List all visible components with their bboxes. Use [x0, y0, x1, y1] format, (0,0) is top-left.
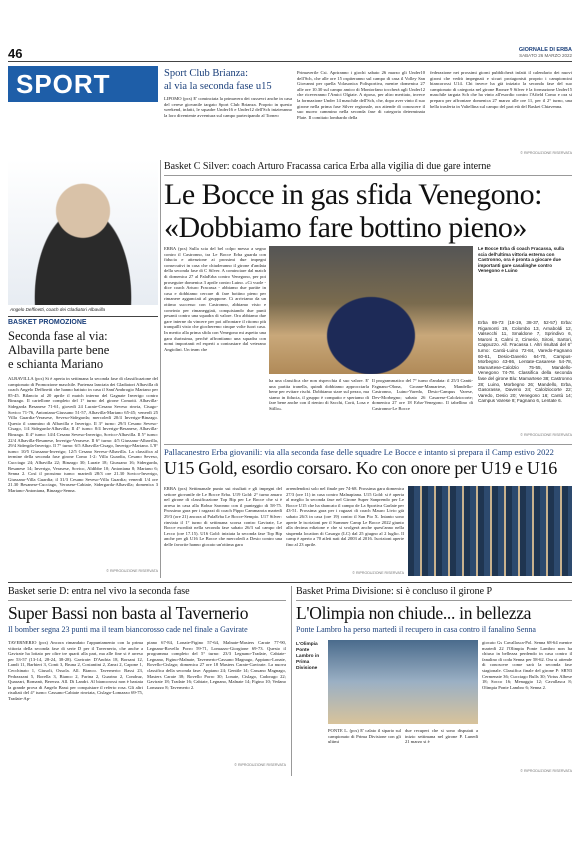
brianza-col-2: Primaverile Csi. Apriranno i giochi sabato 26 marzo gli Under10 dell'Sch, che alle ore 15 ospiteranno sul campo di casa il Volley San Giovanni per quella Volasonica Polisportiva, mentre domenica 27 alle ore 10.30 sul campo amico di Montorfano toccherà agli Under12 che riceveranno l'Amici Olgiate. A riposo, per altro meritato, invece la formazione Under 14 maschile dell'Sch, che, dopo aver vinto il suo girone nella prima fase Silver regionale, ora attende di conoscere il suo nuovo cammino nella seconda fase di categoria determinata Plate. Il comitato lombardo della: [297, 70, 425, 120]
feature-col-2: ha una classifica che non rispecchia il suo valore. E' una partita tranella, quindi dobbiamo approcciarla bene per evitare rischi. Dobbiamo stare sul pezzo, ma siamo in fiducia, il gruppo è compatto e speriamo di fare bene anche con il rientro di Sacchi, Corti, Losa e Stillo».: [269, 378, 369, 411]
feature-col-1: ERBA (pcs) Sulla scia del bel colpo messo a segno contro il Castronno, tra Le Bocce Erba guarda con fiducia e attenzione ai prossimi due impegni consecutivi in casa che chiuderanno il girone d'andata della seconda fase di C Silver. A cominciare dal match di domenica 27 al PalaErba contro Venegono, per poi proseguire domenica 3 aprile contro Luino. «Ci vuole - dice coach Arturo Fracassa - abbiamo due partite in casa e dobbiamo cercare di fare bottino pieno per rimanere agganciati al gruppone. Ci arriviamo da un ottimo successo con Castronno, abbiamo visto e convinto per rimaneggiati, conquistando due punti pesanti contro una squadra di valore. Ora abbiamo due gare interne da vincere per poi affrontare il ritorno più tranquilli visto che giocheremo cinque volte fuori casa. In merito alla prima sfida con Venegono mi aspetto una gara durissima, perché affrontiamo una squadra con nomi importanti ed esperti a contrastare dal veterano Angiolini. Un team che: [164, 246, 266, 352]
feature-results: Erba 69-73 (18-19, 38-37, 52-57) Erba: Rigamonti 19, Colombo 13, Arnaboldi 12, Valsecchi 11, Smaldone 7, Sprindivo 6, Maroni 3, Calmi 2, Cimerio, Sironi, Sartori, Cappuzzo. All. Fracassa I. Altri risultati del 6° turno: Cantù-Luino 72-84, Varedo-Fagnano 60-61, Desio-Daverio 64-70, Campus-Morbegno 43-86, Lentate-Casarese 54-78, Mamartese-Calolzio 75-55, Mandello-Venegono 74-78. Classifica della seconda fase del girone Blu: Mamartese 38; Castronno 28; Luino, Morbegno 26; Mandello, Erba, Gasorasse, Daverio 24; Calolziocorte 22; Varedo, Desio 20; Venegono 16; Cantù 14; Campus Varese 8; Fagnano 6, Lentate 6.: [478, 320, 572, 404]
brianza-credit: © RIPRODUZIONE RISERVATA: [520, 151, 572, 155]
u15-kicker: Pallacanestro Erba giovanili: via alla seconda fase delle squadre Le Bocce e intanto si prepara il Camp estivo 2022: [164, 447, 554, 457]
team-photo: [269, 246, 473, 374]
u15-credit: © RIPRODUZIONE RISERVATA: [352, 571, 404, 575]
tavernerio-subhead: Il bomber segna 23 punti ma il team biancorosso cade nel finale a Gavirate: [8, 625, 248, 634]
promo-headline-line2: Albavilla parte bene: [8, 343, 110, 357]
u15-col-2: arrendendosi solo nel finale per 74-68. Prossima gara domenica 27/3 (ore 11) in casa contro Malnapiana. U15 Gold: si è aperta al meglio la seconda fase nel Girone Super Sanprendo per Le Bocce U15 che ha sbancato il campo de La Sportiva Garlate per 43-51. Prossima gara per i ragazzi di coach Mauro Livio già sabato 26/3 in casa (ore 19) contro il San Pio X. Intanto sono aperte le iscrizioni per il Summer Camp Le Bocce 2022 giunto alla decima edizione e che si svolgerà anche quest'anno nella stupenda location di Casargo (LC) dal 25 giugno al 2 luglio. Il camp è aperto a 70 atleti nati dal 2003 al 2016. Iscrizioni aperte fino al 23 aprile.: [286, 486, 404, 547]
tavernerio-credit: © RIPRODUZIONE RISERVATA: [234, 763, 286, 767]
feature-kicker: Basket C Silver: coach Arturo Fracassa carica Erba alla vigilia di due gare interne: [164, 161, 491, 172]
olimpia-kicker: Basket Prima Divisione: si è concluso il girone P: [296, 586, 493, 597]
promo-headline: [8, 329, 158, 371]
olimpia-photo: [328, 640, 478, 724]
olimpia-col-2: due recuperi che si sono disputati a inizio settimana nel girone P. Lunedì 21 marzo si è: [405, 728, 478, 745]
coach-photo-caption: Angelo Deffinetti, coach dei Gladiatori Albavilla: [10, 307, 106, 312]
u15-col-1: ERBA (pcs) Settimanale punto sui risultati e gli impegni del settore giovanile de Le Bocce Erba. U19 Gold: 2° turno amaro nel girone di classificazione Top Bip per Le Bocce che si è arresa in casa alla Robur Saronno con il punteggio di 58-75. Prossimo gara per i ragazzi di coach Pippo Cammarota martedì 29/3 (ore 21) ancora al PalaErba Le Bocce-Sempio. U17 Silver: rinviata il 1° turno di settimana scorsa contro Gavirate, Le Bocce esordirà nella seconda fase sabato 26/3 sul campo del Lecco (ore 17.15). U16 Gold: iniziata la seconda fase Top Bip anche per gli U16 Le Bocce che mercoledì a Desio contro una delle favorite hanno giocato un'ottima gara: [164, 486, 282, 547]
newspaper-name: GIORNALE DI ERBA: [518, 47, 572, 53]
brianza-col-1: LIPOMO (pcs) E' cominciata la primavera dei cussevri anche in casa del cerese giovanile targato Sport Club Brianza. Proprio in questo weekend, infatti, le squadre Under16 e Under12 dell'Sch inizieranno la loro diventente avventura sul campo partecipando al Torneo: [164, 96, 292, 118]
promo-body: ALBAVILLA (pcs) Si è aperta in settimana la seconda fase di classificazione del campionato di Promozione maschile. Partenza lanciata dei Gladiatori Albavilla di coach Angelo Deffinetti che hanno battuto in casa il Sant'Ambrogio Mariano per 85-45. Bilancio al 20 aprile il match interno del Gagnate Inverigo contro Binzago. Il cartellone completo del 1° turno del girone Comotti. Albavilla-Sidegarda Besanese 71-61, giovedì 24 Lurate-Cesano Seveso rinvia, Cisago-Sovico 71-76, Antoniana-Giussano 51-57, Albavilla-Mariano 65-45; venerdì 25 Villa Guardia-Verasese, Seveso-Sidegarda; mercoledì 20/4 Inverigo-Binzago. Questo il cammino di Albavilla e Inverigo. Il 3° turno: 29/3 Cesano Seveso-Cisago, 1/4 Sidegarda-Albavilla; Il 4° turno: 8/4 Inverigo-Besanese, Albavilla-Binzago. Il 4° turno: 14/4 Cesano Seveso-Inverigo, Sovico-Albavilla. Il 5° turno: 22/4 Albavilla-Besanese, Inverigo-Verasese. Il 6° turno: 4/5 Giussano-Albavilla, 29/4 Sidergda-Inverigo. Il 7° turno: 6/5 Albavilla-Cisago, Inverigo-Mariano. L'8° turno: 10/5 Giussano-Inverigo; 12/5 Cesano Seveso-Albavilla. La classifica al termine della seconda fase girone Como 1-2: Villa Guardia, Cesano Seveso, Cucciago 24; Albavilla 22; Binzago 30; Lurate 18; Giussano 16; Sidergarda, Besanese 14; Inverigo, Verasese, Sovico, Aldibbe 10; Antoniana 8; Mariano 6; Senna 2. Così il prossimo turno: martedì 28/3 ore 21.30 Sovico-Inverigo, Giussano-Villa Guardia; il 31/3 Cesano Seveso-Villa Guardia; venerdì 1/4 ore 21.30 Besanese-Cucciago, Verasese-Cabiate, Sidergarda-Albavilla; domenica 3 Mariano-Antoniana, Binzago-Senna.: [8, 376, 158, 493]
olimpia-subhead: Ponte Lambro ha perso martedì il recupero in casa contro il fanalino Senna: [296, 625, 536, 634]
issue-date: SABATO 26 MARZO 2022: [519, 53, 572, 58]
promo-headline-line3: e schianta Mariano: [8, 357, 104, 371]
section-banner: SPORT: [8, 66, 158, 102]
brianza-col-3: federazione nei prossimi giorni pubblicherà infatti il calendario dei nuovi gironi che vedrà impegnati e sicuri protagonisti proprio i campioncini biancorossi U14. Chi invece ha già iniziato la seconda fase del suo campionato di categoria nel girone Bronze 9 Silver è la formazione Under15 maschile targata Sch che ha vinto all'esordio contro l'Afield Como e ora si prepara per affrontare domenica 27 marzo alle ore 11, per il 2° turno, una bella trasferta in Valtellina sul campo del pari età del Basket Chiavenna.: [430, 70, 572, 109]
brianza-title-line1: Sport Club Brianza:: [164, 68, 248, 79]
feature-credit: © RIPRODUZIONE RISERVATA: [520, 433, 572, 437]
olimpia-credit: © RIPRODUZIONE RISERVATA: [520, 769, 572, 773]
tavernerio-headline: Super Bassi non basta al Tavernerio: [8, 603, 249, 623]
tavernerio-kicker: Basket serie D: entra nel vivo la seconda fase: [8, 586, 190, 597]
brianza-headline: [164, 68, 294, 93]
tavernerio-col-1: TAVERNERIO (pcs) Ancora rimandato l'appuntamento con la prima vittoria della seconda fase di serie D per il Tavernerio, che anche a Gavirate ha lottato per oltre tre quarti alla pari, ma alle fine si è arreso per 53-57 (13-14, 28-24, 38-28). Gavirate: D'Andria 18, Borsani 12, Landi 11, Barbieri 3, Conti 3, Bruna 2, Costantini 2, Zanzi 2, Capone 1, Cecchinato 1, Giusoli, Ossola. All. Bianco. Tavernerio: Bassi 23, Pedrazzani 5, Borella 3, Bianco 2, Farina 2, Guarino 2, Condruz, Quarzari, Romanò, Bererza. All. Di Landri. Al biancorossi non è bastata la grande prova di Angelo Bassi per conquistare il referto rosa. Gli altri risultati del 4° turno: Cassano-Cabiate rinviata, Cislago-Lomazzo 69-75, Tradate-Ap-: [8, 640, 143, 701]
tavernerio-col-2: piano 67-84, Lonate-Figino 57-64, Malnate-Masters Carate 77-90, Legnano-Rovello Porro 59-71, Lomazzo-Giorgione 69-73. Questo il programma completo del 5° turno: 23/3 Legnano-Tradate, Cabiate-Legnano, Figino-Malnate, Tavernerio-Cassano Magnago, Appiano-Lonate, Rovello-Cislago; domenica 27 ore 18 Masters Carate-Gavirate. La nuova classifica della seconda fase: Appiano 24; Gentile 14; Cassano Magnago, Masters Carate 38; Rovello Porro 30; Lonate, Cislago, Cadorago 22; Gavirate 18; Tradate 16; Cabiate, Legnano, Malnate 14; Figino 10; Vedano Lomazzo 8; Tavernerio 2.: [147, 640, 286, 690]
camp-photo: [408, 486, 572, 576]
olimpia-photo-caption: L'Olimpia Ponte Lambro in Prima Divisione: [296, 642, 320, 671]
promo-credit: © RIPRODUZIONE RISERVATA: [106, 569, 158, 573]
team-photo-caption: Le Bocce Erba di coach Fracassa, sulla scia dell'ultima vittoria esterna con Castronno, ora è pronta a giocare due importanti gare casalinghe contro Venegono e Luino: [478, 246, 565, 274]
brianza-title-line2: al via la seconda fase u15: [164, 80, 272, 92]
promo-headline-line1: Seconda fase al via:: [8, 329, 108, 343]
feature-headline: [164, 178, 572, 244]
coach-photo: [8, 160, 158, 305]
masthead: [519, 47, 572, 58]
page-number: 46: [8, 46, 23, 61]
olimpia-col-1: PONTE L. (pcs) E' calato il sipario sul campionato di Prima Divisione con gli ultimi: [328, 728, 401, 745]
feature-headline-line1: Le Bocce in gas sfida Venegono:: [164, 178, 543, 211]
u15-headline: U15 Gold, esordio corsaro. Ko con onore per U19 e U16: [164, 458, 558, 478]
feature-col-3: Il programmatico del 7° turno d'andata: il 25/3 Cantù-Fagnano-Olona, Groane-Mamartese, Mandello-Castronno, Luino-Varedo, Desio-Campus Varese, Dev-Morbegno; sabato 26 Casarese-Calolziocorte; domenica 27 ore 18 Erba-Venegono. Il tabellino di Castronno-Le Bocce: [372, 378, 473, 411]
promo-tag: BASKET PROMOZIONE: [8, 319, 87, 326]
feature-headline-line2: «Dobbiamo fare bottino pieno»: [164, 211, 527, 244]
olimpia-col-3: giocato Gs Cavallasca-Pol. Senna 68-64 mentre martedì 22 l'Olimpia Ponte Lambro non ha chiuso in bellezza perdendo in casa contro il fanalino di coda Senna per 58-62. Ora si attende di conoscere come sarà la seconda fase stagionale. Classifica finale del girone P: SR'83 Cermenate 36; Cucciago Bulls 30; Virtus Albese 18; Socco 16; Menaggio 12; Cavallasca 8; Olimpia Ponte Lambro 6; Senna 2.: [482, 640, 572, 690]
olimpia-headline: L'Olimpia non chiude... in bellezza: [296, 603, 532, 623]
